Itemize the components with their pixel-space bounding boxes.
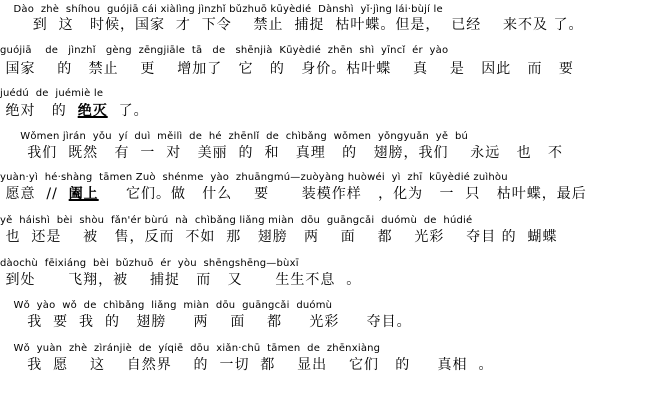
hanzi-line: 我 要 我 的 翅膀 两 面 都 光彩 夺目。 bbox=[0, 314, 412, 330]
pinyin-line: Wǒ yào wǒ de chìbǎng liǎng miàn dōu guāngcǎi duómù bbox=[0, 300, 333, 311]
hanzi-line: 国家 的 禁止 更 增加了 它 的 身价。枯叶蝶 真 是 因此 而 要 bbox=[0, 61, 574, 77]
hanzi-line: 到 这 时候，国家 才 下令 禁止 捕捉 枯叶蝶。但是， 已经 来不及 了。 bbox=[0, 17, 584, 33]
underlined-word: 绝灭 bbox=[77, 103, 108, 119]
hanzi-line bbox=[0, 103, 654, 119]
pinyin-line: Wǒmen jìrán yǒu yí duì měilì de hé zhēnlǐ de chìbǎng wǒmen yǒngyuǎn yě bú bbox=[0, 131, 469, 142]
pinyin-line: Dào zhè shíhou guójiā cái xiàlìng jìnzhǐ bǔzhuō kūyèdié Dànshì yǐ·jìng lái·bùjí le bbox=[0, 4, 443, 15]
hanzi-segment: 了。 bbox=[107, 103, 149, 119]
hanzi-line: 我 愿 这 自然界 的 一切 都 显出 它们 的 真相 。 bbox=[0, 357, 494, 373]
pinyin-line: yě háishì bèi shòu fǎn'ér bùrú nà chìbǎng liǎng miàn dōu guāngcǎi duómù de húdié bbox=[0, 215, 473, 226]
hanzi-line: 也 还是 被 售，反而 不如 那 翅膀 两 面 都 光彩 夺目 的 蝴蝶 bbox=[0, 229, 558, 245]
pinyin-line: dàochù fēixiáng bèi bǔzhuō ér yòu shēngshēng—bùxī bbox=[0, 258, 299, 269]
hanzi-line: 我们 既然 有 一 对 美丽 的 和 真理 的 翅膀，我们 永远 也 不 bbox=[0, 145, 564, 161]
underlined-word: 阖上 bbox=[68, 186, 99, 202]
hanzi-segment: 绝对 的 bbox=[0, 103, 78, 119]
hanzi-line bbox=[0, 186, 654, 202]
hanzi-segment: 它们。做 什么 要 装模作样 ，化为 一 只 枯叶蝶，最后 bbox=[98, 186, 587, 202]
pinyin-line: guójiā de jìnzhǐ gèng zēngjiāle tā de shēnjià Kūyèdié zhēn shì yīncǐ ér yào bbox=[0, 45, 449, 56]
pinyin-line: yuàn·yì hé·shàng tāmen Zuò shénme yào zhuāngmú—zuòyàng huòwéi yì zhī kūyèdié zuìhòu bbox=[0, 172, 508, 183]
pinyin-line: Wǒ yuàn zhè zìránjiè de yíqiē dōu xiǎn·chū tāmen de zhēnxiàng bbox=[0, 343, 381, 354]
hanzi-segment: 愿意 // bbox=[0, 186, 69, 202]
hanzi-line: 到处 飞翔，被 捕捉 而 又 生生不息 。 bbox=[0, 272, 362, 288]
pinyin-line: juédú de juémiè le bbox=[0, 88, 104, 99]
